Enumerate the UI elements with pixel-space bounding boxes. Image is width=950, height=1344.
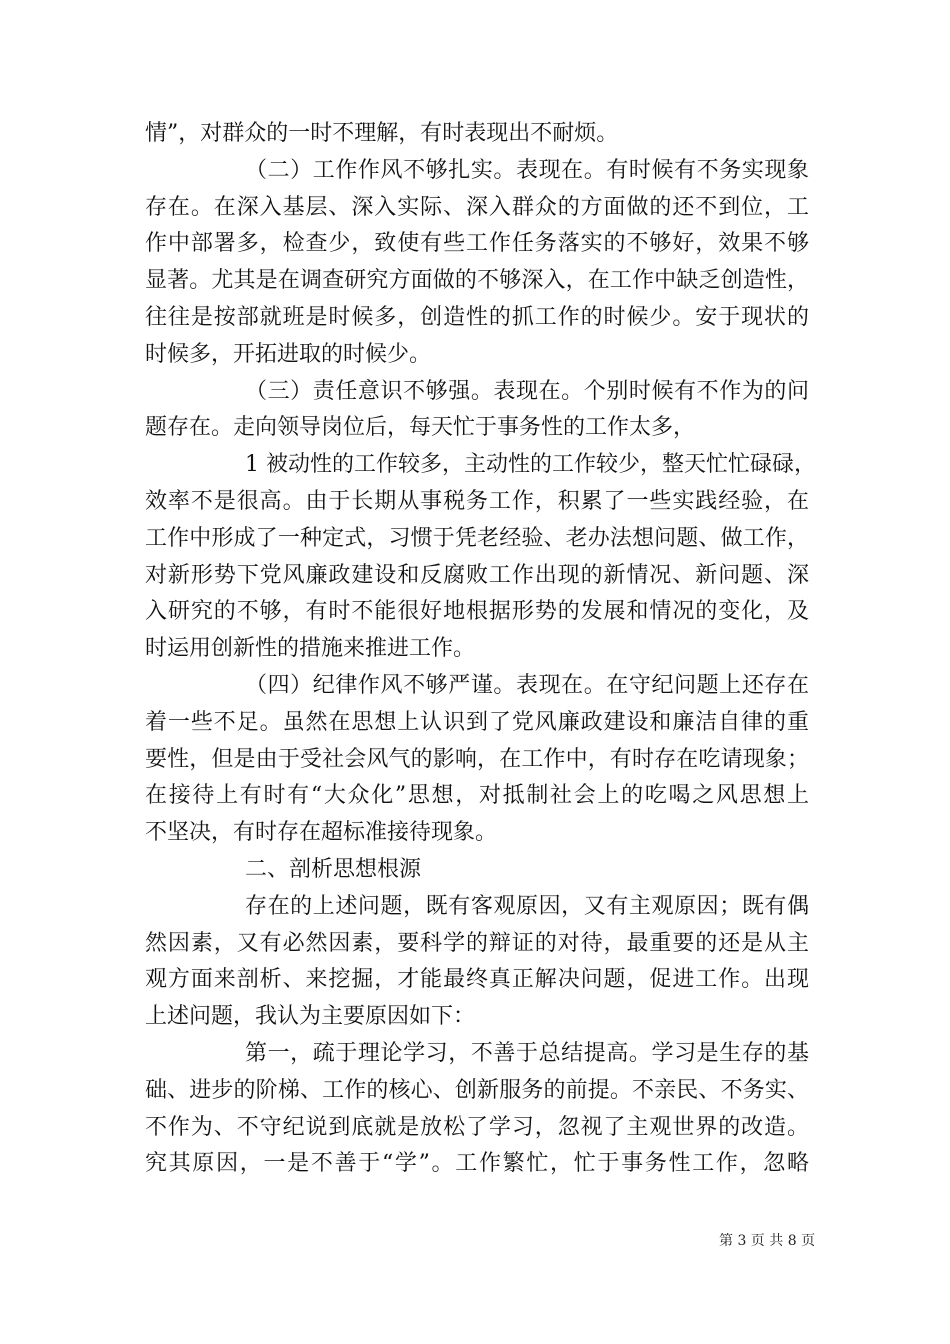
text-line: 第一，疏于理论学习，不善于总结提高。学习是生存的基 [245, 1040, 809, 1066]
page-number: 第 3 页 共 8 页 [719, 1233, 816, 1249]
text-line: 作中部署多，检查少，致使有些工作任务落实的不够好，效果不够 [145, 231, 809, 257]
text-line: 往往是按部就班是时候多，创造性的抓工作的时候少。安于现状的 [145, 304, 809, 330]
text-line: 观方面来剖析、来挖掘，才能最终真正解决问题，促进工作。出现 [145, 967, 809, 993]
text-line: 存在的上述问题，既有客观原因，又有主观原因；既有偶 [245, 893, 809, 919]
text-line: 题存在。走向领导岗位后，每天忙于事务性的工作太多， [145, 415, 696, 441]
text-line: 对新形势下党风廉政建设和反腐败工作出现的新情况、新问题、深 [145, 562, 809, 588]
text-line: 时候多，开拓进取的时候少。 [145, 341, 432, 367]
text-line: 效率不是很高。由于长期从事税务工作，积累了一些实践经验，在 [145, 488, 809, 514]
text-line: 入研究的不够，有时不能很好地根据形势的发展和情况的变化，及 [145, 599, 809, 625]
text-line: 存在。在深入基层、深入实际、深入群众的方面做的还不到位，工 [145, 194, 809, 220]
text-line: 不作为、不守纪说到底就是放松了学习，忽视了主观世界的改造。 [145, 1114, 809, 1140]
text-line: （二）工作作风不够扎实。表现在。有时候有不务实现象 [245, 157, 809, 183]
text-line: 不坚决，有时存在超标准接待现象。 [145, 820, 498, 846]
text-line: 础、进步的阶梯、工作的核心、创新服务的前提。不亲民、不务实、 [145, 1077, 809, 1103]
text-line: 着一些不足。虽然在思想上认识到了党风廉政建设和廉洁自律的重 [145, 709, 809, 735]
section-heading: 二、剖析思想根源 [245, 856, 422, 882]
text-line: 时运用创新性的措施来推进工作。 [145, 636, 476, 662]
text-line: 上述问题，我认为主要原因如下： [145, 1004, 476, 1030]
text-line: 工作中形成了一种定式，习惯于凭老经验、老办法想问题、做工作， [145, 525, 809, 551]
text-line: （四）纪律作风不够严谨。表现在。在守纪问题上还存在 [245, 672, 809, 698]
text-line: （三）责任意识不够强。表现在。个别时候有不作为的问 [245, 378, 809, 404]
text-line: 情”，对群众的一时不理解，有时表现出不耐烦。 [145, 121, 619, 146]
text-line: 1 被动性的工作较多，主动性的工作较少，整天忙忙碌碌， [245, 452, 816, 478]
text-line: 在接待上有时有“大众化”思想，对抵制社会上的吃喝之风思想上 [145, 783, 809, 809]
body-text [145, 116, 816, 1183]
text-line: 显著。尤其是在调查研究方面做的不够深入，在工作中缺乏创造性， [145, 268, 809, 294]
text-line: 究其原因，一是不善于“学”。工作繁忙，忙于事务性工作，忽略 [145, 1151, 809, 1177]
text-line: 然因素，又有必然因素，要科学的辩证的对待，最重要的还是从主 [145, 930, 809, 956]
text-line: 要性，但是由于受社会风气的影响，在工作中，有时存在吃请现象； [145, 746, 809, 772]
